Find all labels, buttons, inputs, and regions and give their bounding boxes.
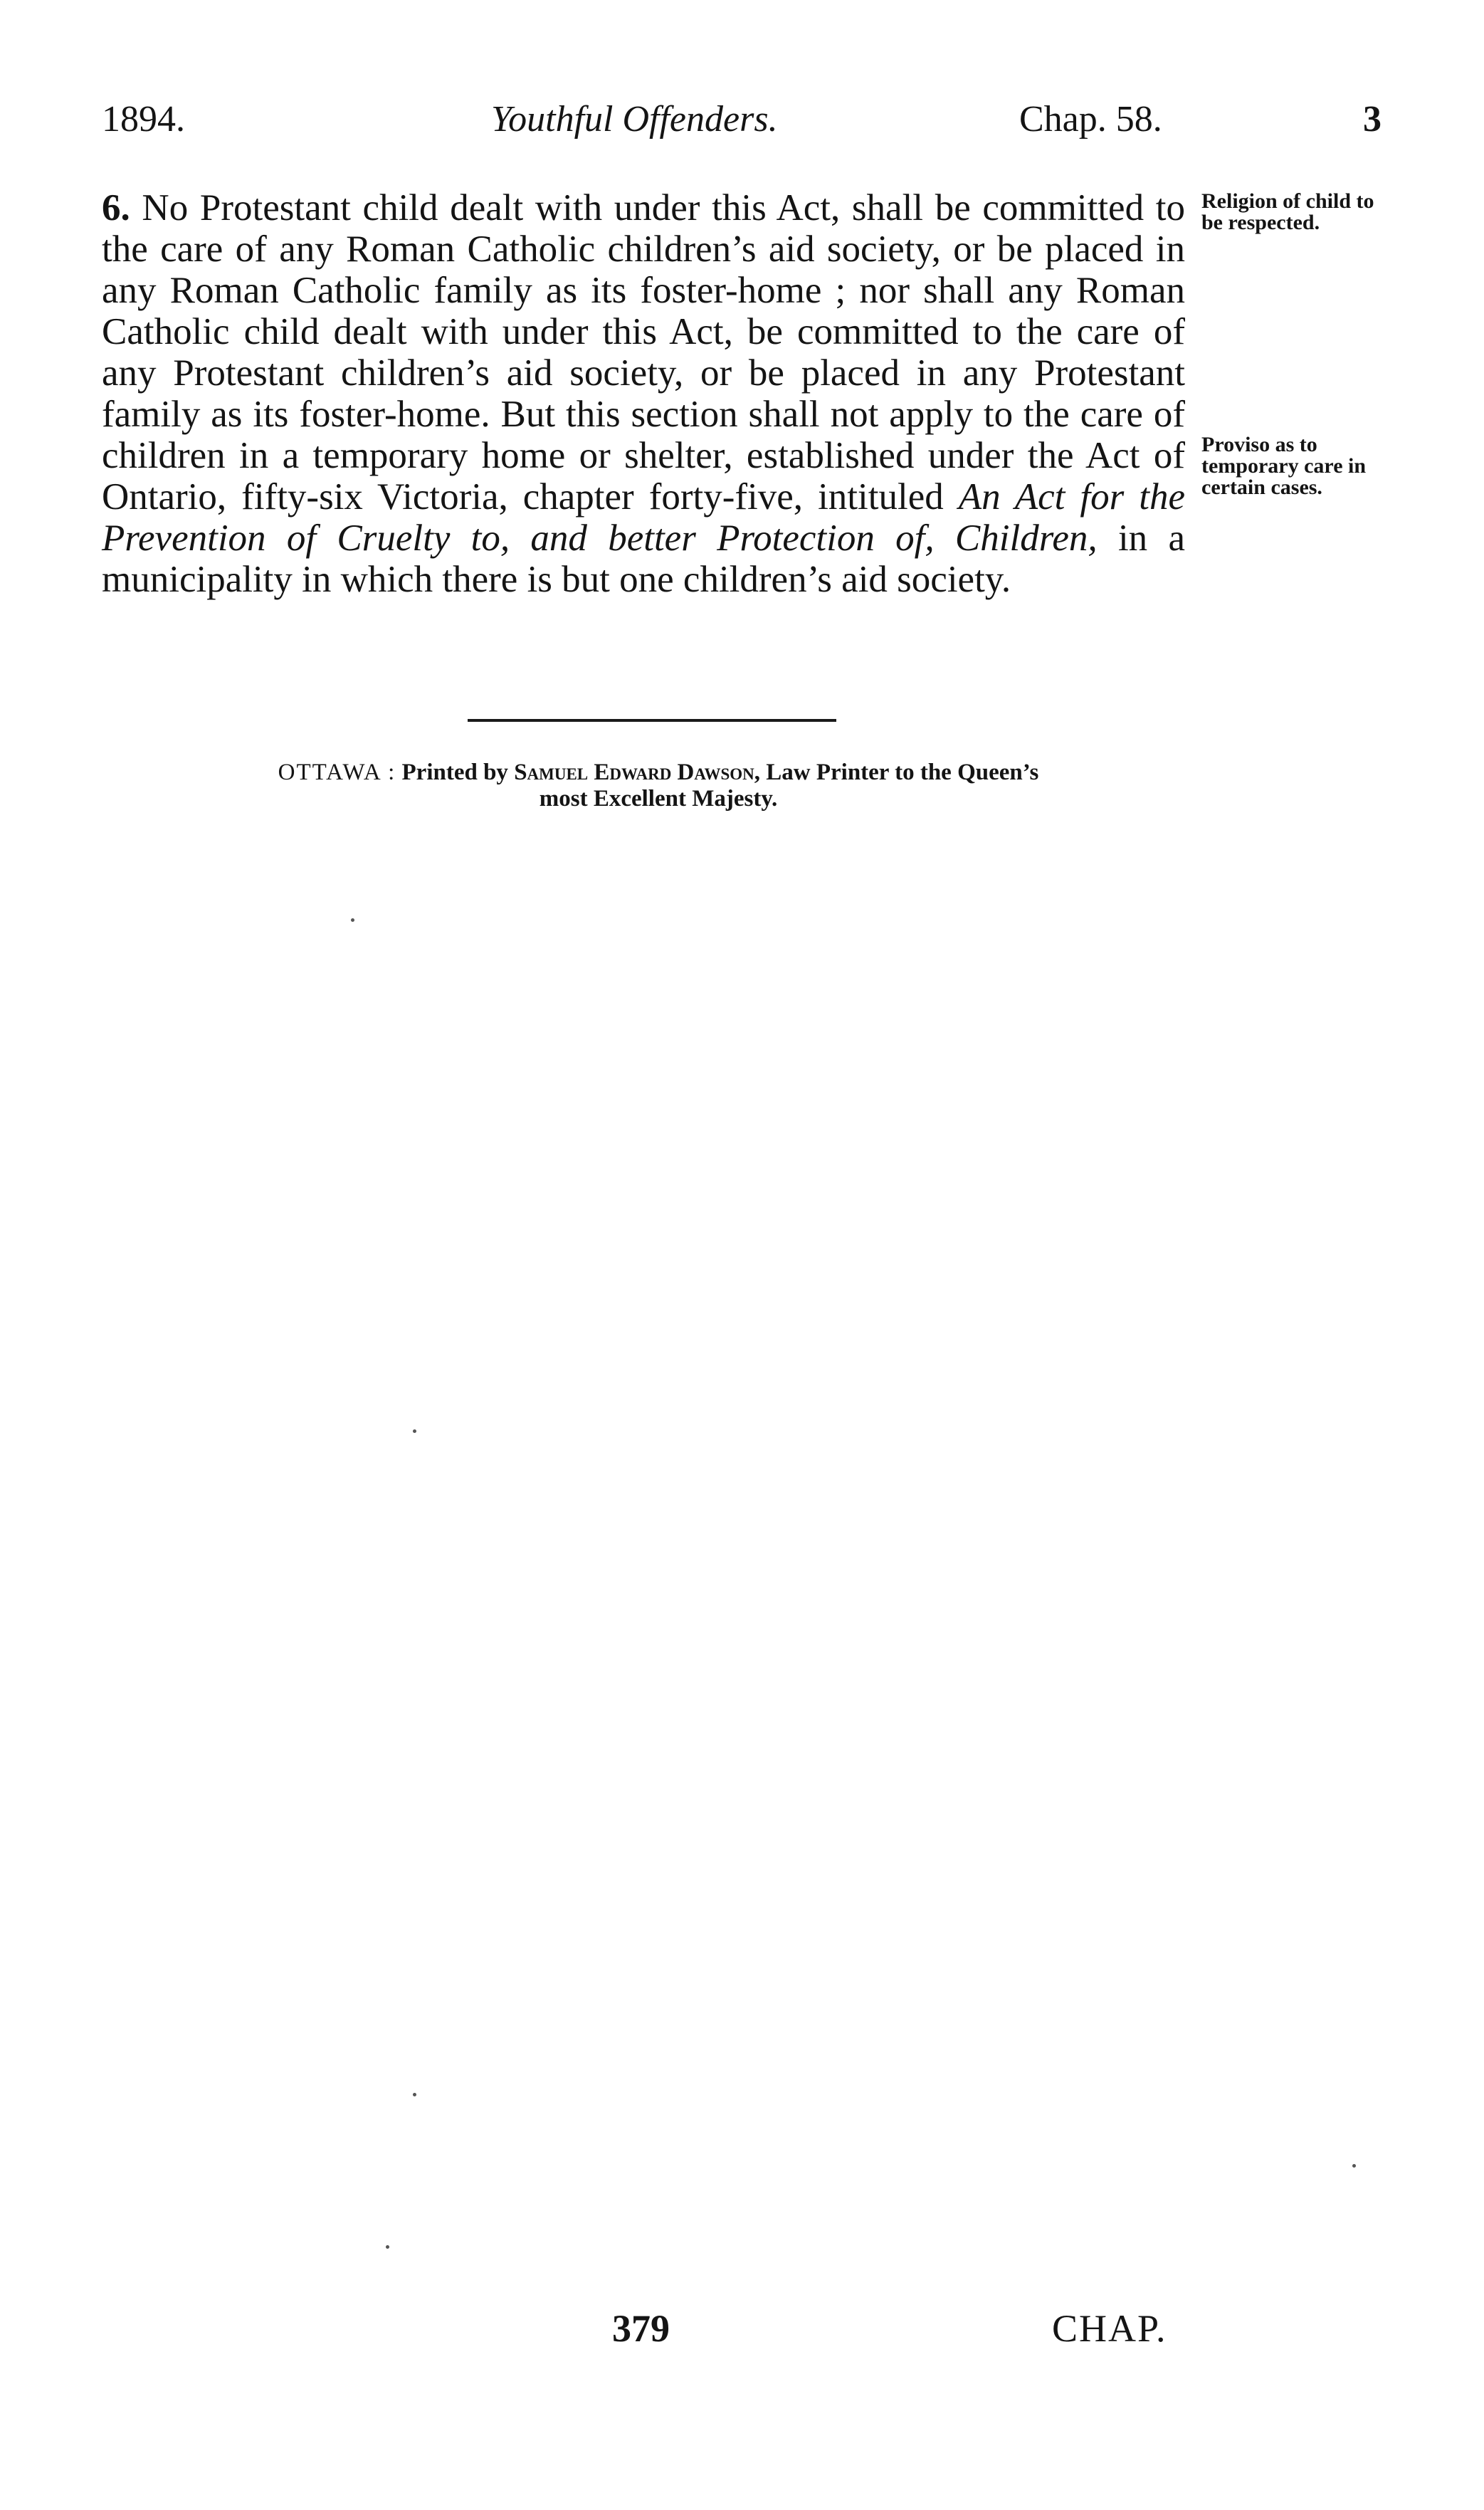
marginal-note-religion: Religion of child to be respected.: [1201, 189, 1374, 234]
header-page-number: 3: [1363, 99, 1382, 140]
section-6-text: [102, 187, 1185, 600]
footer-catchword: CHAP.: [1052, 2307, 1167, 2350]
header-title: Youthful Offenders.: [491, 99, 778, 140]
footer-folio: 379: [612, 2307, 670, 2350]
scan-speck: [413, 2093, 416, 2096]
section-text-part-2: in a municipality in which there is but one children’s aid society.: [102, 518, 1185, 600]
printer-imprint: [135, 760, 1182, 812]
imprint-printed-by: Printed by: [401, 760, 508, 785]
scan-speck: [351, 918, 354, 922]
marginal-note-proviso: Proviso as to temporary care in certain cases.: [1201, 433, 1367, 499]
section-text-part-1: No Protestant child dealt with under this Act, shall be committed to the care of any Roman Catholic children’s aid society, or be placed in any Roman Catholic family as its foster-home ; nor shall any Roman Catholic child dealt with under this Act, be committed to the care of any Protestant children’s aid society, or be placed in any Protestant family as its foster-home. But this section shall not apply to the care of children in a temporary home or shelter, established under the Act of Ontario, fifty-six Victoria, chapter forty-five, intituled: [102, 187, 1185, 518]
scan-speck: [413, 1429, 416, 1433]
imprint-line-1-rest: Law Printer to the Queen’s: [766, 760, 1039, 785]
scan-speck: [1352, 2164, 1356, 2168]
scan-speck: [386, 2245, 389, 2249]
imprint-line-2: most Excellent Majesty.: [539, 786, 778, 812]
header-year: 1894.: [102, 99, 185, 140]
imprint-city: OTTAWA :: [278, 760, 396, 785]
section-number: 6.: [102, 187, 130, 229]
imprint-printer-name: Samuel Edward Dawson,: [514, 760, 760, 785]
header-chapter: Chap. 58.: [1019, 99, 1162, 140]
separator-rule: [468, 719, 836, 722]
act-title: An Act for the Prevention of Cruelty to, and better Protection of, Children,: [102, 476, 1185, 559]
